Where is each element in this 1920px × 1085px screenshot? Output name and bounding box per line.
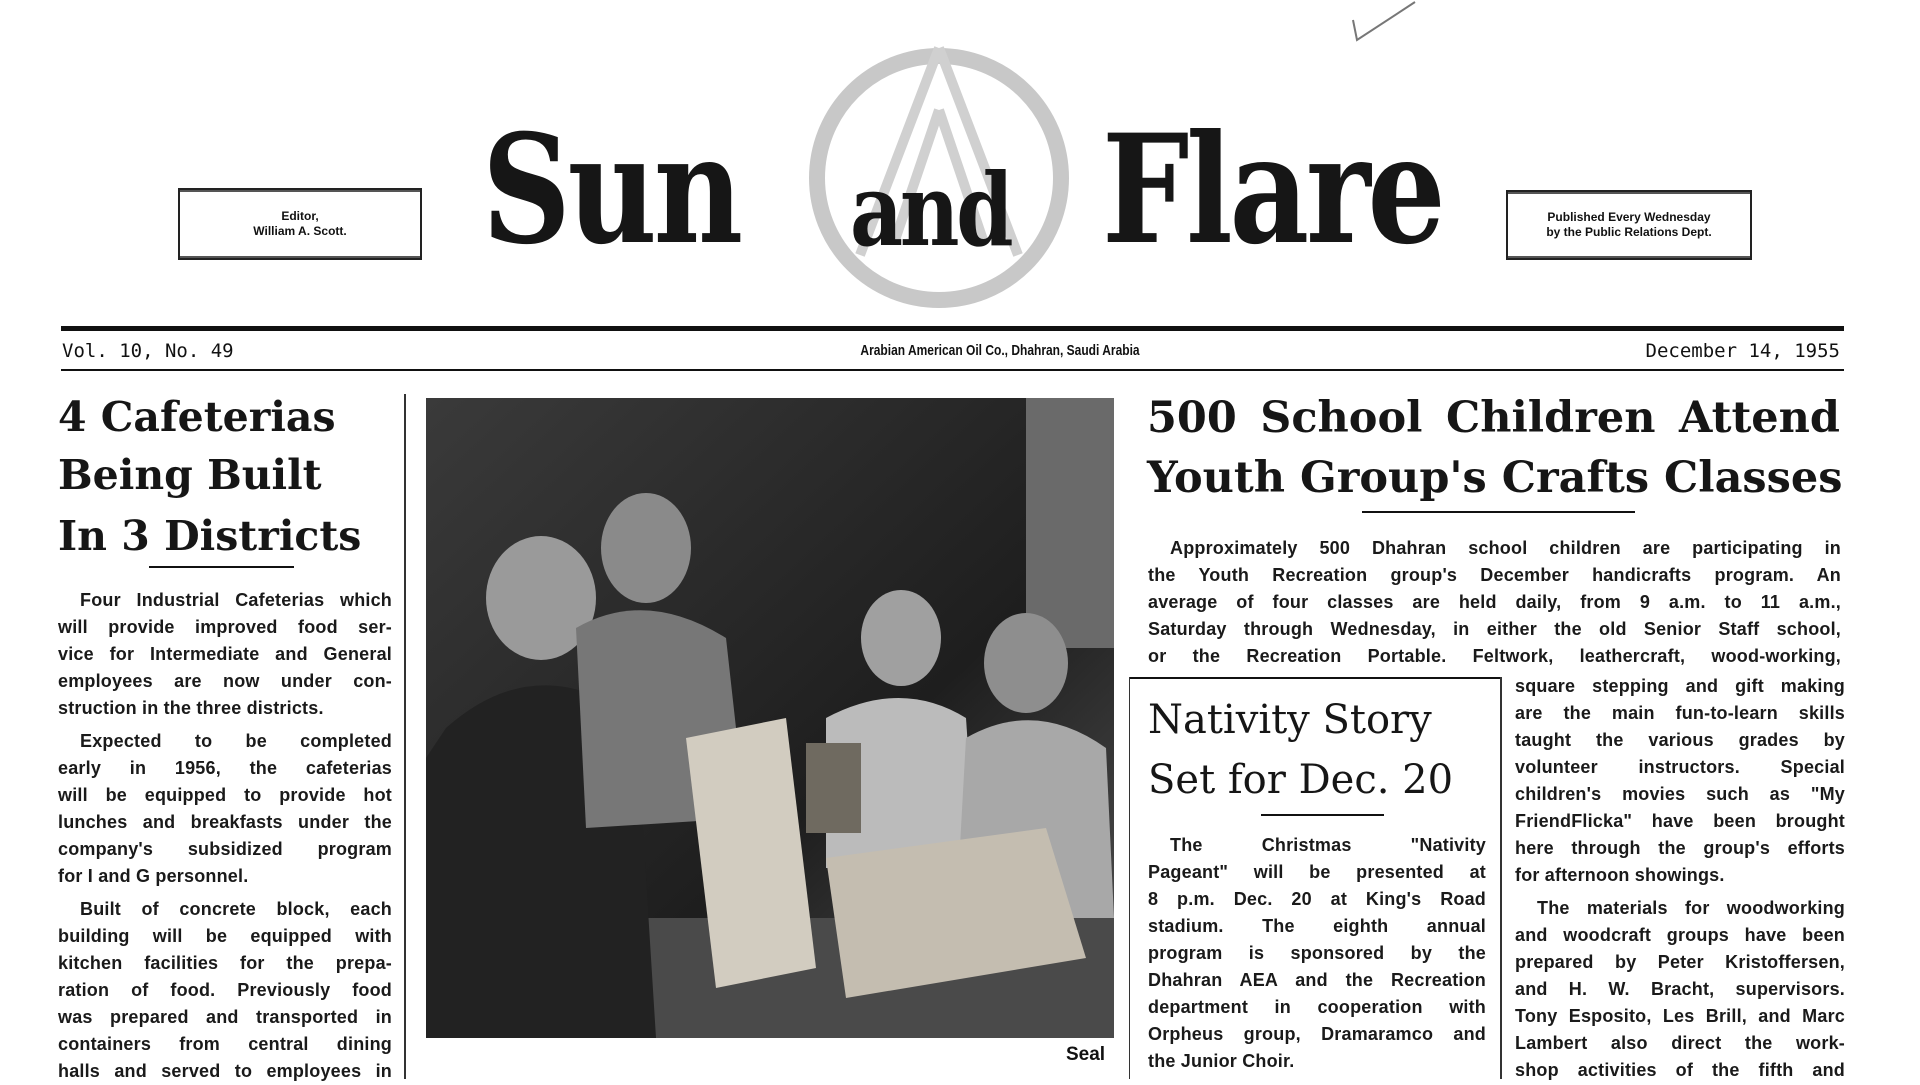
body-text-line: Pageant" will be presented at [1148,862,1486,882]
publisher-line-2: by the Public Relations Dept. [1546,225,1712,239]
body-text-line: building will be equipped with [58,926,392,946]
body-text-line: program is sponsored by the [1148,943,1486,963]
body-text-line: Orpheus group, Dramaramco and [1148,1024,1486,1044]
headline-line: In 3 Districts [58,512,362,560]
body-text-line: or the Recreation Portable. Feltwork, leathercraft, wood-working, [1148,646,1841,666]
dateline-rule [61,369,1844,371]
photo-caption: Seal [1066,1044,1106,1065]
crafts-lead [1148,535,1841,670]
body-text-line: The Christmas "Nativity [1170,835,1486,855]
editor-box [178,188,422,260]
nativity-body [1148,832,1486,1075]
body-text-line: Lambert also direct the work- [1515,1033,1845,1053]
body-text-line: volunteer instructors. Special [1515,757,1845,777]
nativity-box-top-rule [1129,677,1501,679]
volume-number: Vol. 10, No. 49 [62,340,234,362]
headline-line: 4 Cafeterias [58,393,336,441]
body-text-line: prepared by Peter Kristoffersen, [1515,952,1845,972]
body-text-line: will be equipped to provide hot [58,785,392,805]
nativity-box-left-rule [1129,677,1130,1079]
body-text-line: Approximately 500 Dhahran school children are participating in [1170,538,1841,558]
body-text-line: company's subsidized program [58,839,392,859]
body-text-line: and H. W. Bracht, supervisors. [1515,979,1845,999]
body-text-line: the Youth Recreation group's December handicrafts program. An [1148,565,1841,585]
body-text-line: Four Industrial Cafeterias which [80,590,392,610]
crafts-body [1515,673,1845,1084]
cafeterias-headline [58,388,361,568]
body-text-line: Saturday through Wednesday, in either the old Senior Staff school, [1148,619,1841,639]
cafeterias-body [58,587,392,1085]
headline-rule [1261,814,1384,816]
headline-rule [1362,511,1635,513]
body-text-line: department in cooperation with [1148,997,1486,1017]
column-divider [404,394,406,1079]
body-text-line: taught the various grades by [1515,730,1845,750]
crafts-class-photo [426,398,1114,1038]
body-text-line: Expected to be completed [80,731,392,751]
body-text-line: children's movies such as "My [1515,784,1845,804]
masthead-thick-rule [61,326,1844,331]
body-text-line: The materials for woodworking [1537,898,1845,918]
publisher-line-1: Published Every Wednesday [1547,210,1711,224]
headline-line: Being Built [58,451,322,499]
editor-label: Editor, [281,209,319,223]
crafts-headline-line-2: Youth Group's Crafts Classes [1147,453,1843,503]
masthead-title-flare: Flare [1102,102,1443,278]
body-text-line: average of four classes are held daily, from 9 a.m. to 11 a.m., [1148,592,1841,612]
editor-name: William A. Scott. [253,224,347,238]
body-text-line: here through the group's efforts [1515,838,1845,858]
body-text-line: and woodcraft groups have been [1515,925,1845,945]
body-text-line: employees are now under con- [58,671,392,691]
body-text-line: shop activities of the fifth and [1515,1060,1845,1080]
body-text-line: 8 p.m. Dec. 20 at King's Road [1148,889,1486,909]
nativity-headline-line-2: Set for Dec. 20 [1148,757,1454,803]
publisher-box [1506,190,1752,260]
pen-checkmark-mark [1345,0,1425,45]
body-text-line: kitchen facilities for the prepa- [58,953,392,973]
body-text-line: will provide improved food ser- [58,617,392,637]
body-text-line: halls and served to employees in [58,1061,392,1081]
publisher-line: Arabian American Oil Co., Dhahran, Saudi Arabia [860,342,1140,359]
crafts-headline-line-1: 500 School Children Attend [1147,393,1840,443]
body-text-line: Tony Esposito, Les Brill, and Marc [1515,1006,1845,1026]
body-text-line: early in 1956, the cafeterias [58,758,392,778]
body-text-line: vice for Intermediate and General [58,644,392,664]
body-text-line: FriendFlicka" have been brought [1515,811,1845,831]
body-text-line: square stepping and gift making [1515,676,1845,696]
body-text-line: was prepared and transported in [58,1007,392,1027]
issue-date: December 14, 1955 [1645,340,1840,362]
masthead-title-and: and [850,151,1011,269]
body-text-line: lunches and breakfasts under the [58,812,392,832]
nativity-box-right-rule [1500,677,1502,1079]
body-text-line: Built of concrete block, each [80,899,392,919]
body-text-line: Dhahran AEA and the Recreation [1148,970,1486,990]
body-text-line: for I and G personnel. [58,866,249,886]
body-text-line: containers from central dining [58,1034,392,1054]
body-text-line: are the main fun-to-learn skills [1515,703,1845,723]
body-text-line: struction in the three districts. [58,698,324,718]
headline-rule [149,566,294,568]
body-text-line: stadium. The eighth annual [1148,916,1486,936]
body-text-line: ration of food. Previously food [58,980,392,1000]
body-text-line: the Junior Choir. [1148,1051,1295,1071]
nativity-headline-line-1: Nativity Story [1148,697,1432,743]
body-text-line: for afternoon showings. [1515,865,1725,885]
masthead-title-sun: Sun [482,102,740,278]
